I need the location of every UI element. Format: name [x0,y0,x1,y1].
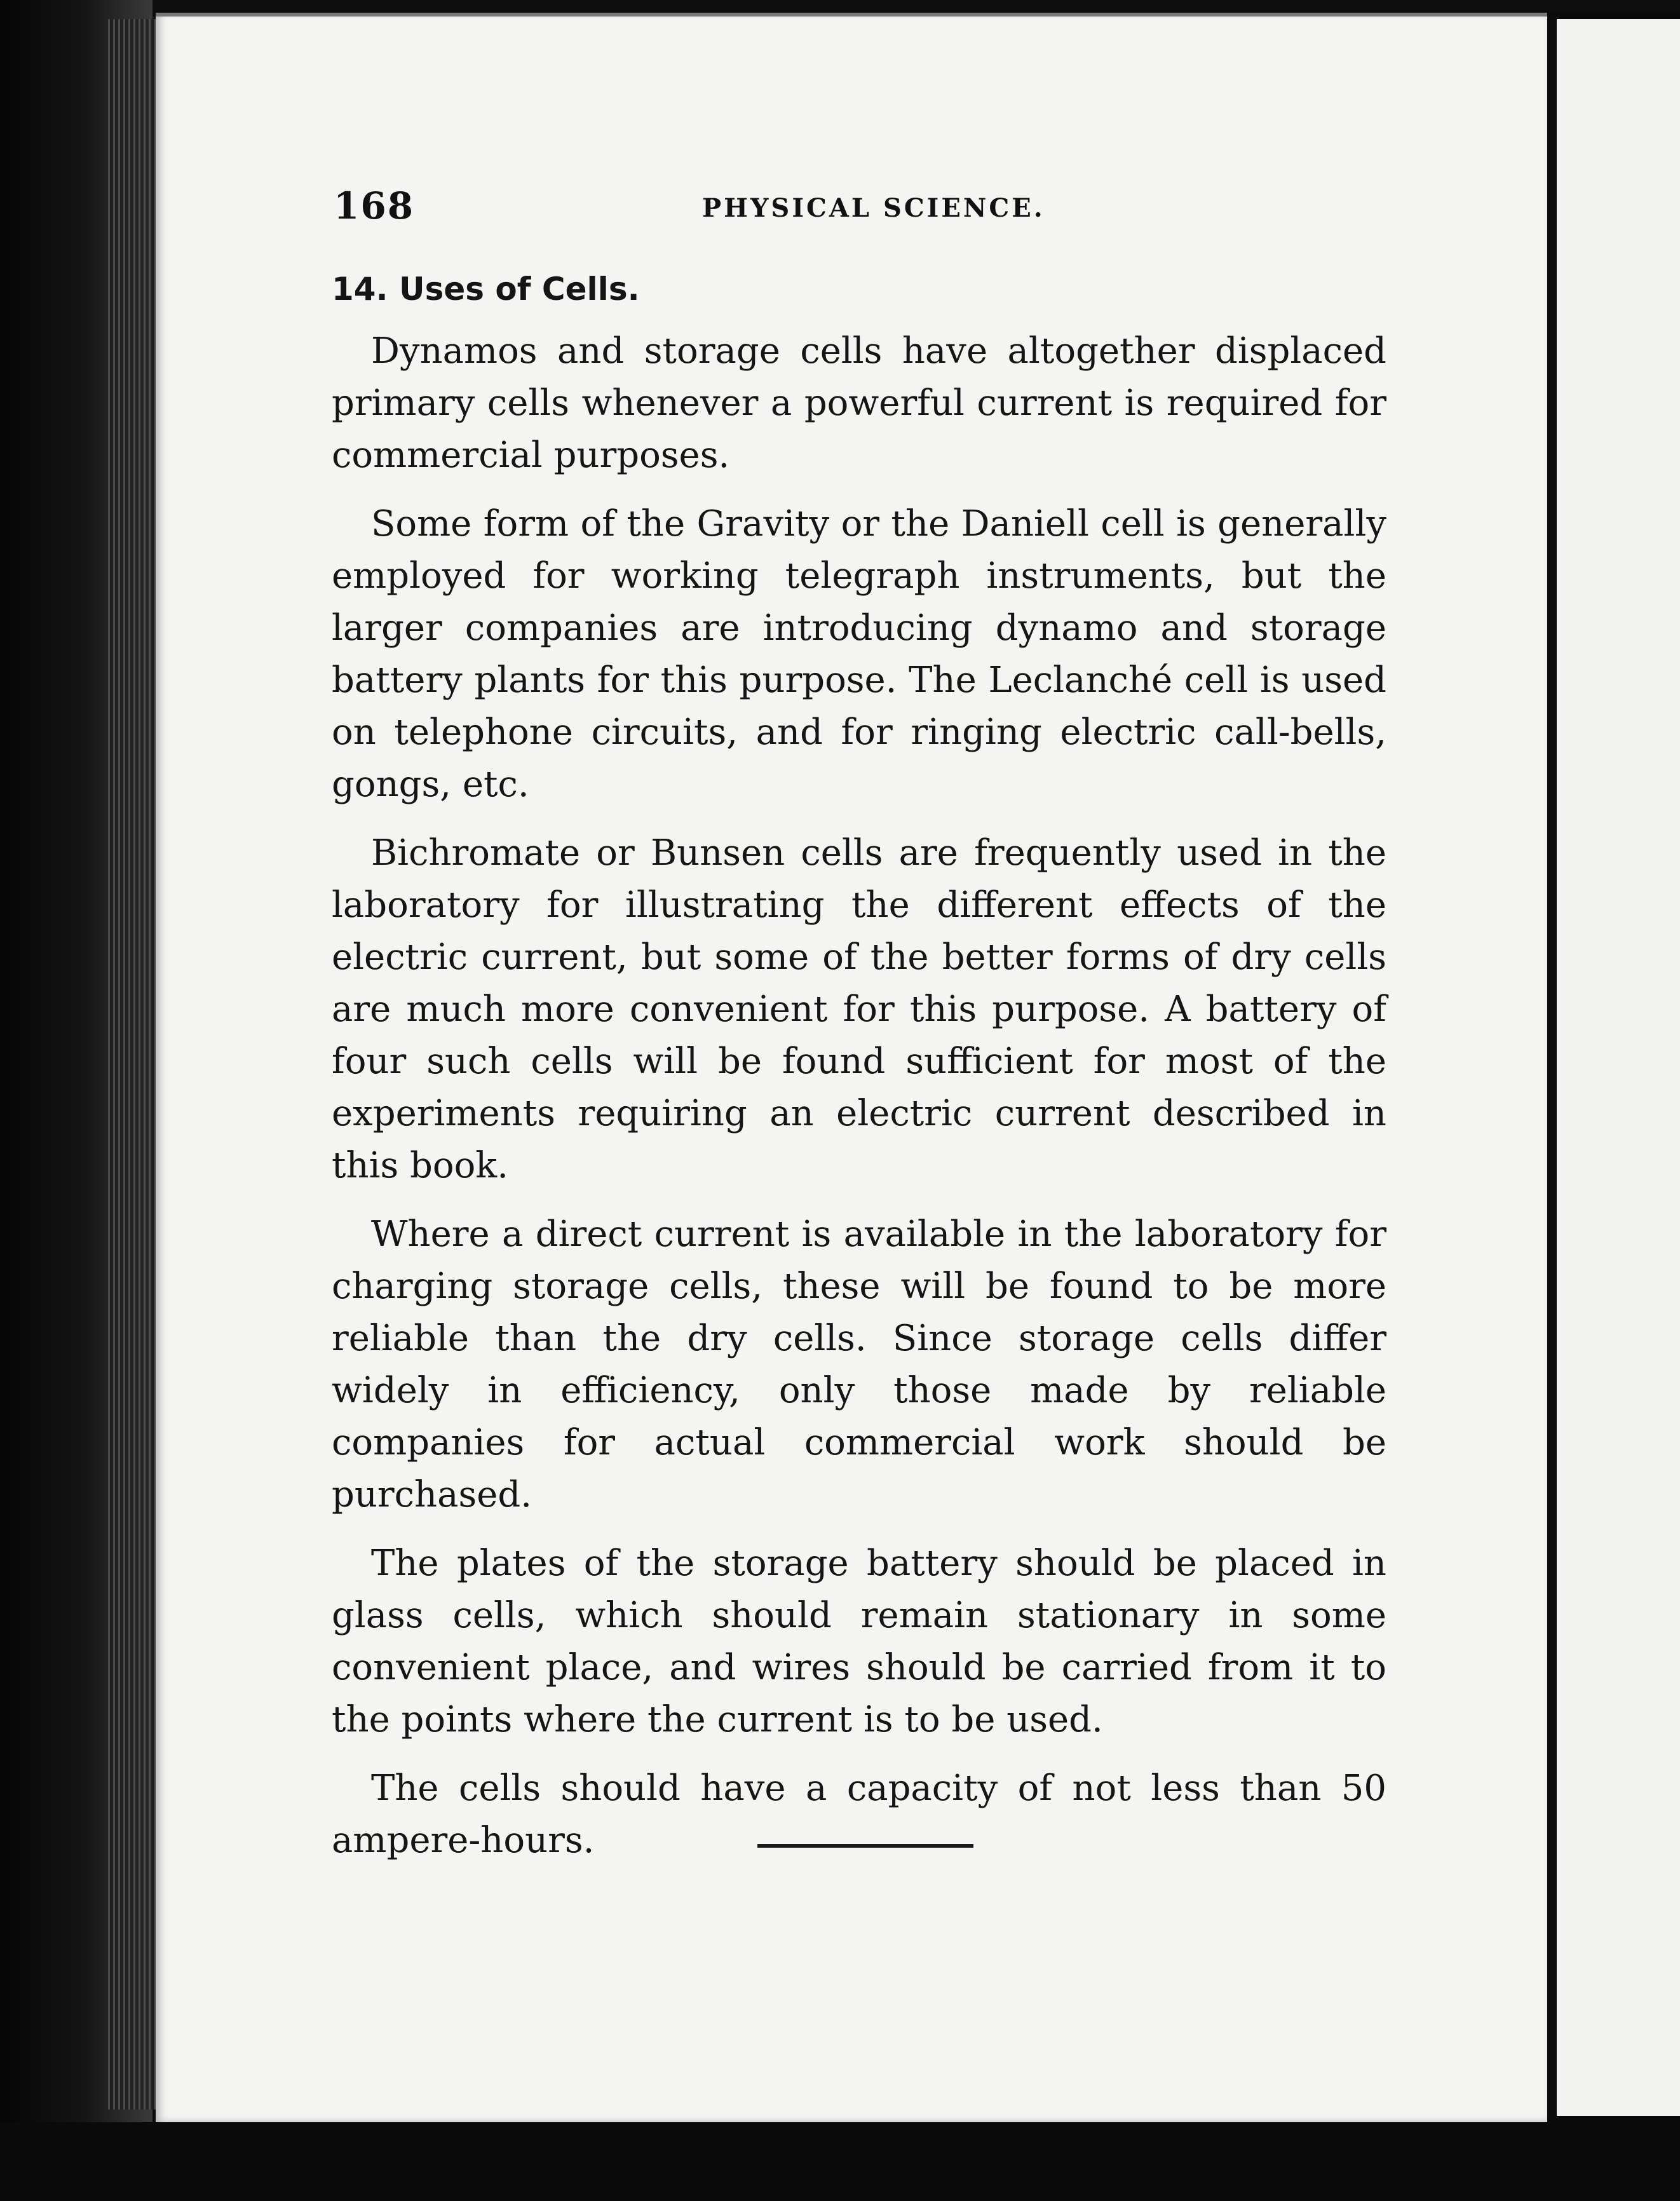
page-header [334,184,1395,241]
facing-page-edge [1557,19,1680,2116]
running-head: PHYSICAL SCIENCE. [702,193,1045,223]
paragraph-dynamos: Dynamos and storage cells have altogether displaced primary cells whenever a powerful current is required for commercial purposes. [332,330,1386,476]
page-top-edge [156,13,1547,17]
section-heading: 14. Uses of Cells. [332,271,640,308]
paragraph-direct-current: Where a direct current is available in the laboratory for charging storage cells, these will be found to be more reliable than the dry cells. Since storage cells differ widely in efficiency, only those made by reliable companies for actual commercial work should be purchased. [332,1214,1386,1515]
page-stack-edge [108,19,159,2110]
bottom-scan-border [0,2122,1680,2201]
section-end-rule [757,1844,973,1848]
page-body [332,267,1386,1883]
paragraph-capacity: The cells should have a capacity of not less than 50 ampere-hours. [332,1768,1386,1861]
paragraph-telegraph: Some form of the Gravity or the Daniell cell is generally employed for working telegraph instruments, but the larger companies are introducing dynamo and storage battery plants for this purpose. The Leclanché cell is used on telephone circuits, and for ringing electric call-bells, gongs, etc. [332,503,1386,805]
page-number: 168 [334,184,415,227]
paragraph-laboratory: Bichromate or Bunsen cells are frequently used in the laboratory for illustrating the different effects of the electric current, but some of the better forms of dry cells are much more convenient for this purpose. A battery of four such cells will be found sufficient for most of the experiments requiring an electric current described in this book. [332,832,1386,1186]
paragraph-storage-plates: The plates of the storage battery should be placed in glass cells, which should remain stationary in some convenient place, and wires should be carried from it to the points where the current is to be used. [332,1543,1386,1740]
